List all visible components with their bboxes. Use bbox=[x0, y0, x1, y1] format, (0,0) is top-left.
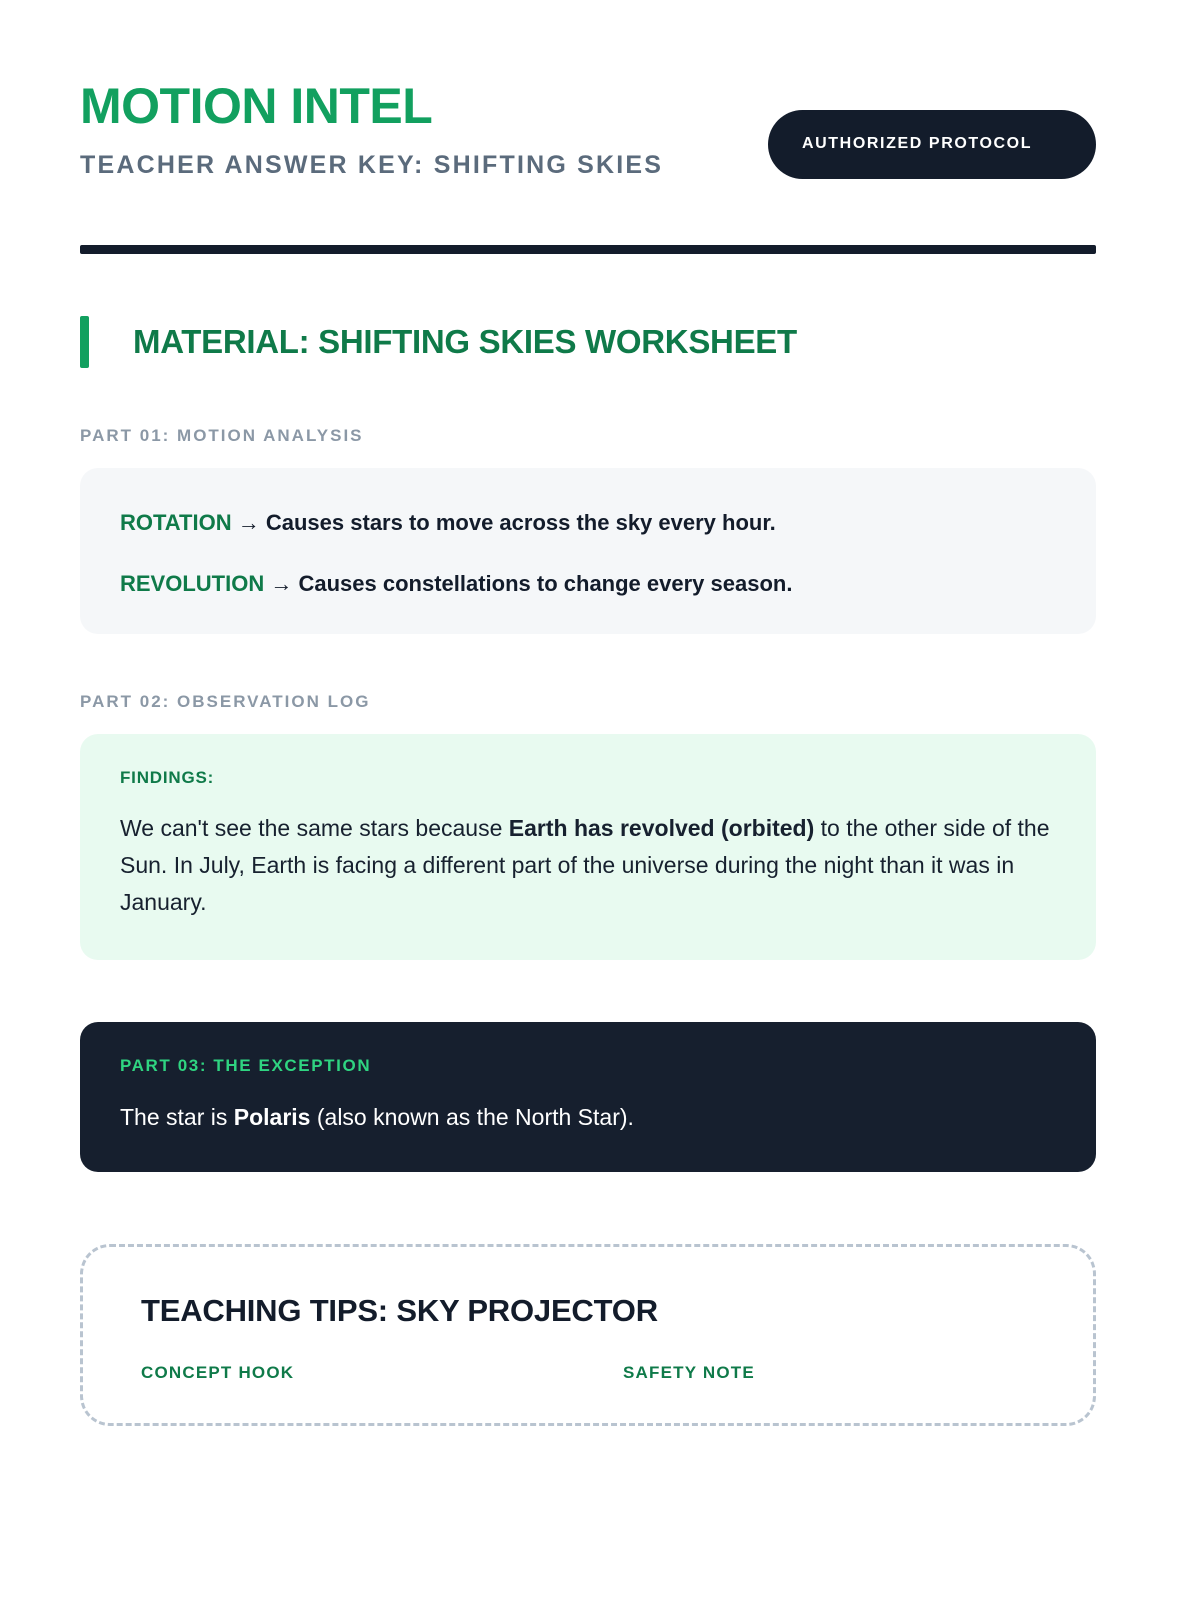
findings-text bbox=[120, 810, 1055, 922]
motion-definition: Causes constellations to change every season. bbox=[298, 570, 793, 596]
accent-bar bbox=[80, 316, 89, 368]
page-header bbox=[80, 80, 1096, 183]
arrow-icon: → bbox=[270, 570, 293, 596]
brand-title: MOTION INTEL bbox=[80, 78, 433, 134]
part03-label: PART 03: THE EXCEPTION bbox=[120, 1055, 372, 1075]
part02-card bbox=[80, 734, 1096, 960]
status-badge: AUTHORIZED PROTOCOL bbox=[768, 110, 1096, 179]
tip-column-concept-hook bbox=[141, 1363, 553, 1383]
part03-text bbox=[120, 1100, 1056, 1135]
part03-text-after: (also known as the North Star). bbox=[310, 1103, 634, 1130]
part01-label: PART 01: MOTION ANALYSIS bbox=[80, 425, 364, 445]
teaching-tips-columns bbox=[141, 1363, 1035, 1383]
material-heading bbox=[80, 316, 1096, 368]
part03-text-before: The star is bbox=[120, 1103, 234, 1130]
findings-text-highlight: Earth has revolved (orbited) bbox=[508, 814, 815, 841]
findings-label: FINDINGS: bbox=[120, 767, 215, 787]
header-divider bbox=[80, 245, 1096, 254]
motion-definition: Causes stars to move across the sky every hour. bbox=[265, 509, 776, 535]
tip-label: CONCEPT HOOK bbox=[141, 1363, 295, 1382]
tip-column-safety-note bbox=[623, 1363, 1035, 1383]
material-title: MATERIAL: SHIFTING SKIES WORKSHEET bbox=[133, 322, 797, 360]
motion-row bbox=[120, 567, 1056, 600]
motion-term: REVOLUTION bbox=[120, 570, 265, 596]
findings-text-before: We can't see the same stars because bbox=[120, 814, 509, 841]
tip-label: SAFETY NOTE bbox=[623, 1363, 755, 1382]
teaching-tips-title: TEACHING TIPS: SKY PROJECTOR bbox=[141, 1293, 658, 1328]
part01-card bbox=[80, 468, 1096, 634]
findings-text-after: to the other side of the Sun. In July, Earth is facing a different part of the universe during the night than it was in January. bbox=[120, 814, 1050, 916]
header-text-group bbox=[80, 80, 663, 183]
part02-label: PART 02: OBSERVATION LOG bbox=[80, 691, 371, 711]
part03-card bbox=[80, 1022, 1096, 1173]
part03-text-highlight: Polaris bbox=[233, 1103, 311, 1130]
arrow-icon: → bbox=[237, 509, 260, 535]
motion-row bbox=[120, 506, 1056, 539]
teaching-tips-panel bbox=[80, 1244, 1096, 1426]
motion-term: ROTATION bbox=[120, 509, 232, 535]
page-subtitle: TEACHER ANSWER KEY: SHIFTING SKIES bbox=[80, 150, 664, 179]
